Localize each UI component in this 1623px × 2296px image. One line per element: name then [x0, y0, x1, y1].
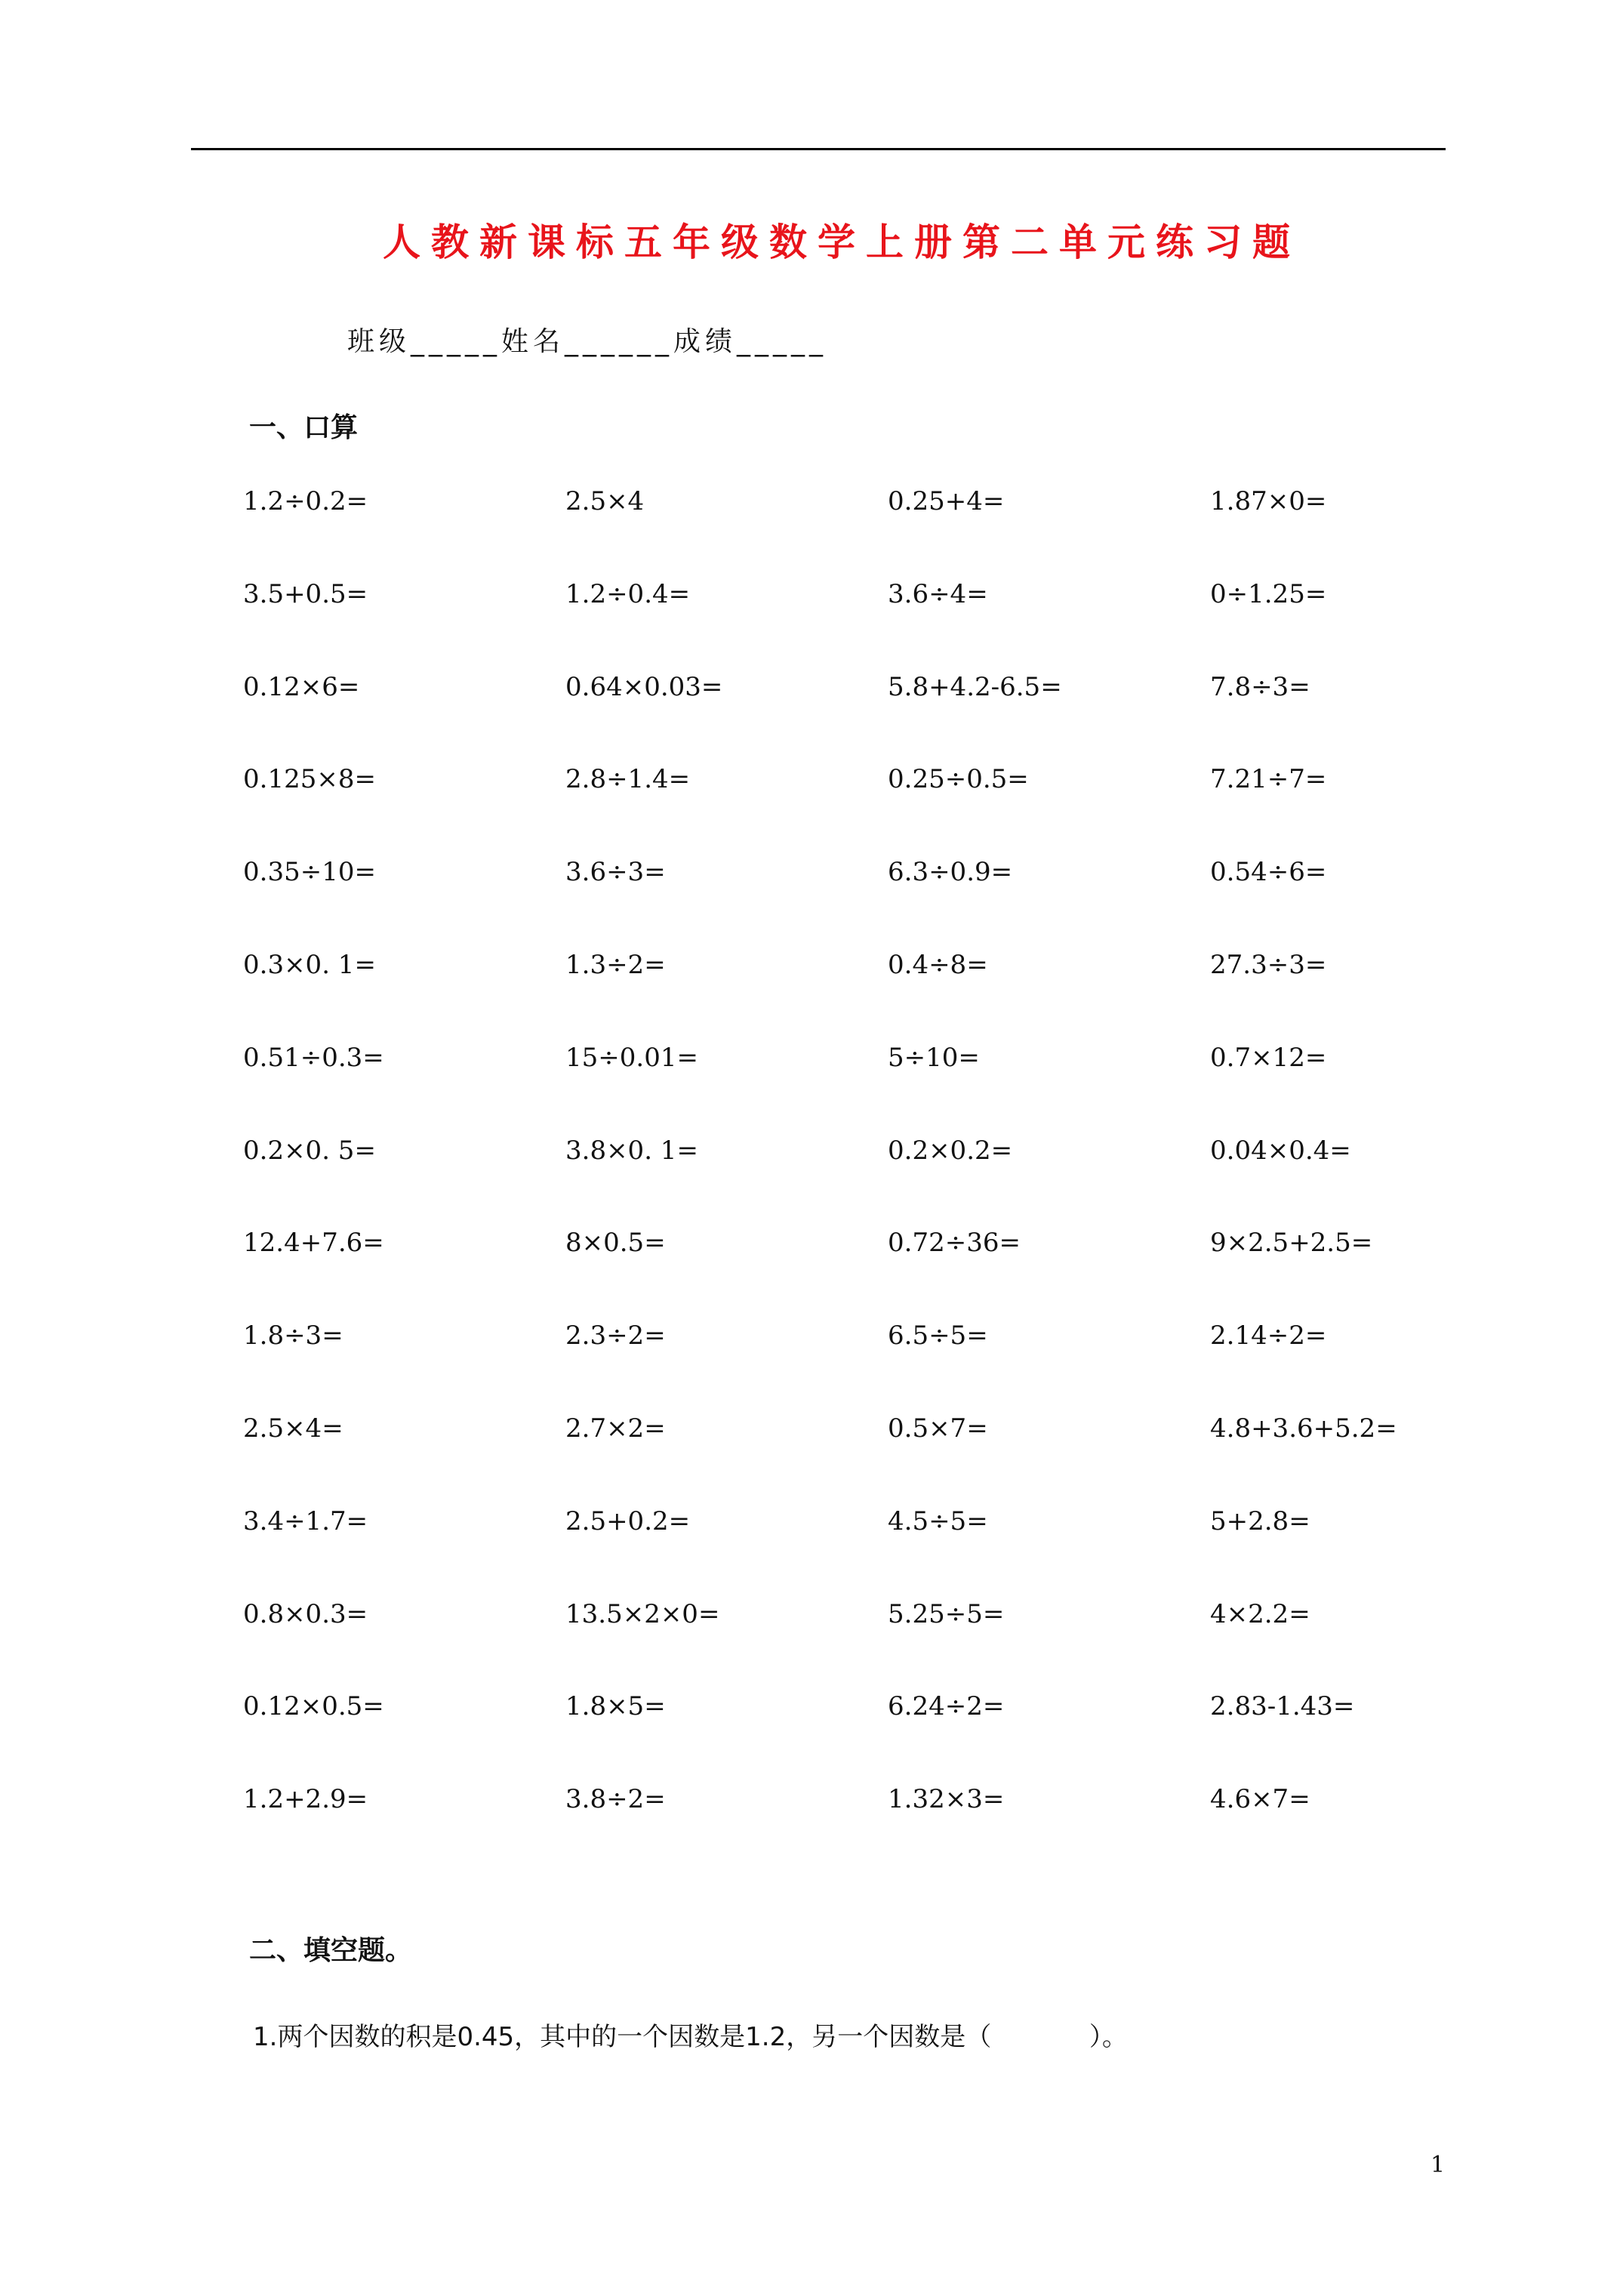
- math-problem: 2.5×4: [565, 486, 645, 516]
- math-problem: 0.8×0.3=: [243, 1598, 368, 1629]
- math-problem: 0÷1.25=: [1210, 578, 1327, 609]
- math-problem: 2.14÷2=: [1210, 1321, 1327, 1351]
- math-problem: 3.8÷2=: [565, 1784, 666, 1815]
- math-problem: 7.21÷7=: [1210, 764, 1327, 795]
- math-problem: 4.5÷5=: [888, 1505, 988, 1536]
- math-problem: 1.2÷0.4=: [565, 578, 691, 609]
- math-problem: 0.25+4=: [888, 486, 1005, 516]
- math-problem: 0.2×0.2=: [888, 1135, 1013, 1166]
- math-problem: 2.8÷1.4=: [565, 764, 691, 795]
- math-problem: 3.6÷3=: [565, 857, 666, 888]
- math-problem: 0.3×0. 1=: [243, 949, 376, 980]
- math-problem: 1.3÷2=: [565, 949, 666, 980]
- page-title: 人教新课标五年级数学上册第二单元练习题: [383, 220, 1301, 264]
- math-problem: 0.04×0.4=: [1210, 1135, 1351, 1166]
- math-problem: 5.8+4.2-6.5=: [888, 671, 1062, 702]
- math-problem: 1.8÷3=: [243, 1321, 343, 1351]
- math-problem: 4×2.2=: [1210, 1598, 1310, 1629]
- math-problem: 0.125×8=: [243, 764, 376, 795]
- page-number: 1: [1431, 2152, 1446, 2178]
- math-problem: 8×0.5=: [565, 1228, 666, 1259]
- math-problem: 0.51÷0.3=: [243, 1042, 384, 1073]
- math-problem: 12.4+7.6=: [243, 1228, 384, 1259]
- math-problem: 7.8÷3=: [1210, 671, 1310, 702]
- math-problem: 0.2×0. 5=: [243, 1135, 376, 1166]
- math-problem: 6.3÷0.9=: [888, 857, 1013, 888]
- section-heading-fill-blank: 二、填空题。: [249, 1935, 413, 1966]
- student-info-line: 班级_____姓名______成绩_____: [347, 326, 828, 357]
- math-problem: 3.5+0.5=: [243, 578, 368, 609]
- math-problem: 0.35÷10=: [243, 857, 376, 888]
- math-problem: 4.8+3.6+5.2=: [1210, 1413, 1397, 1444]
- math-problem: 3.8×0. 1=: [565, 1135, 698, 1166]
- section-heading-mental-math: 一、口算: [249, 412, 359, 443]
- math-problem: 2.3÷2=: [565, 1321, 666, 1351]
- math-problem: 0.12×6=: [243, 671, 360, 702]
- math-problem: 3.4÷1.7=: [243, 1505, 368, 1536]
- math-problem: 3.6÷4=: [888, 578, 988, 609]
- math-problem: 0.64×0.03=: [565, 671, 723, 702]
- fill-blank-question-1: 1.两个因数的积是0.45，其中的一个因数是1.2，另一个因数是（ ）。: [253, 2022, 1128, 2052]
- math-problem: 0.25÷0.5=: [888, 764, 1029, 795]
- math-problem: 1.8×5=: [565, 1691, 666, 1722]
- math-problem: 15÷0.01=: [565, 1042, 698, 1073]
- math-problem: 1.2÷0.2=: [243, 486, 368, 516]
- math-problem: 27.3÷3=: [1210, 949, 1327, 980]
- math-problem: 0.12×0.5=: [243, 1691, 384, 1722]
- math-problem: 0.5×7=: [888, 1413, 988, 1444]
- math-problem: 1.87×0=: [1210, 486, 1327, 516]
- math-problem: 5.25÷5=: [888, 1598, 1005, 1629]
- math-problem: 2.7×2=: [565, 1413, 666, 1444]
- math-problem: 0.72÷36=: [888, 1228, 1021, 1259]
- math-problem: 0.7×12=: [1210, 1042, 1327, 1073]
- math-problem: 6.24÷2=: [888, 1691, 1005, 1722]
- math-problem: 1.32×3=: [888, 1784, 1005, 1815]
- math-problem: 9×2.5+2.5=: [1210, 1228, 1373, 1259]
- math-problem: 2.83-1.43=: [1210, 1691, 1355, 1722]
- math-problem: 6.5÷5=: [888, 1321, 988, 1351]
- math-problem: 13.5×2×0=: [565, 1598, 720, 1629]
- header-rule: [191, 148, 1446, 150]
- math-problem: 0.54÷6=: [1210, 857, 1327, 888]
- math-problem: 1.2+2.9=: [243, 1784, 368, 1815]
- math-problem: 5÷10=: [888, 1042, 980, 1073]
- math-problem: 0.4÷8=: [888, 949, 988, 980]
- math-problem: 4.6×7=: [1210, 1784, 1310, 1815]
- math-problem: 5+2.8=: [1210, 1505, 1310, 1536]
- math-problem: 2.5×4=: [243, 1413, 343, 1444]
- math-problem: 2.5+0.2=: [565, 1505, 691, 1536]
- mental-math-grid: [243, 486, 1541, 1877]
